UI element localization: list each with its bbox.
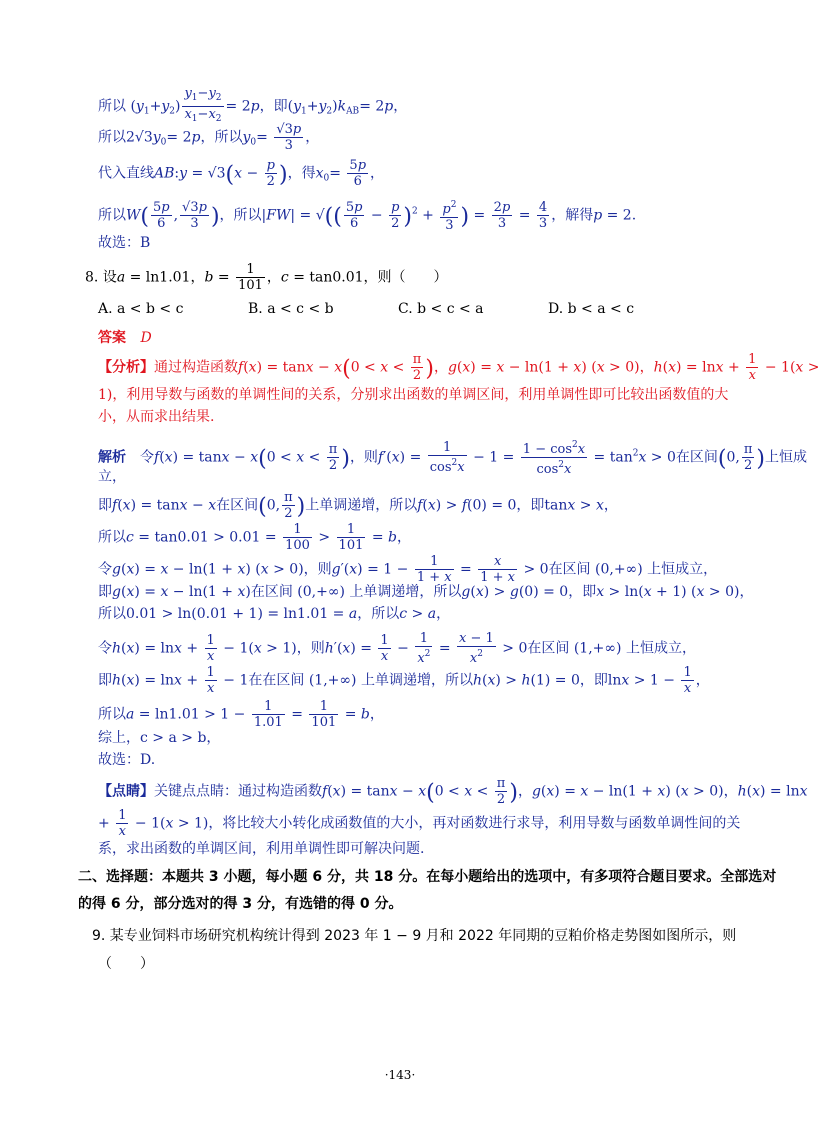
step-7: 令h(x) = lnx + $\frac{1}{x}$ − 1(x > 1)，则h′(x) = $\frac{1}{x}$ − $\frac{1}{x^2}$ = $\frac{x - 1}{x^2}$ > 0在区间 (1,+∞) 上恒成立， — [98, 631, 696, 666]
question-9-line-1: 9. 某专业饲料市场研究机构统计得到 2023 年 1 − 9 月和 2022 年同期的豆粕价格走势图如图所示，则 — [92, 928, 737, 944]
step-11: 故选：D. — [98, 752, 156, 768]
solution-line-4: 所以W( $\frac{5p}{6}$ , $\frac{√3p}{3}$ )，所以|FW| = √(( $\frac{5p}{6}$ − $\frac{p}{2}$ )$^2$ + $\frac{p^2}{3}$ ) = $\frac{2p}{3}$ = $\frac{4}{3}$ ，解得p = 2. — [98, 200, 637, 233]
step-4: 令g(x) = x − ln(1 + x) (x > 0)，则g′(x) = 1 − $\frac{1}{1 + x}$ = $\frac{x}{1 + x}$ > 0在区间 (0,+∞) 上恒成立， — [98, 554, 718, 585]
answer-label: 答案 — [98, 330, 126, 346]
option-b[interactable]: B. a < c < b — [248, 301, 334, 317]
option-a[interactable]: A. a < b < c — [98, 301, 184, 317]
step-5: 即g(x) = x − ln(1 + x)在区间 (0,+∞) 上单调递增，所以g(x) > g(0) = 0，即x > ln(x + 1) (x > 0)， — [98, 584, 754, 600]
answer-value: D — [140, 330, 152, 346]
solution-line-5: 故选：B — [98, 235, 151, 251]
solution-line-3: 代入直线AB:y = √3(x − $\frac{p}{2}$ )，得$x_0=$ $\frac{5p}{6}$ ， — [98, 158, 385, 189]
key-point-line-2: + $\frac{1}{x}$ − 1(x > 1)，将比较大小转化成函数值的大小，再对函数进行求导，利用导数与函数单调性间的关 — [98, 808, 741, 839]
option-d[interactable]: D. b < a < c — [548, 301, 635, 317]
step-3: 所以c = tan0.01 > 0.01 = $\frac{1}{100}$ > $\frac{1}{101}$ = b， — [98, 522, 411, 553]
solution-line-1: 所以 $(y_1+y_2)$ $\frac{y_1-y_2}{x_1-x_2}$ = 2p，即$(y_1+y_2)k_{AB}= 2p$， — [98, 86, 408, 124]
question-8: 8. 设a = ln1.01，b = $\frac{1}{101}$ ，c = tan0.01，则（ ） — [85, 262, 448, 293]
analysis-line-2: 1)，利用导数与函数的单调性间的关系，分别求出函数的单调区间，利用单调性即可比较出函数值的大 — [98, 387, 729, 403]
step-6: 所以0.01 > ln(0.01 + 1) = ln1.01 = a，所以c > a， — [98, 606, 451, 622]
analysis-line-1: 【分析】通过构造函数f(x) = tanx − x(0 < x < $\frac{\pi}{2}$ )，g(x) = x − ln(1 + x) (x > 0)，h(x) = lnx + $\frac{1}{x}$ − 1(x > — [98, 352, 820, 383]
option-c[interactable]: C. b < c < a — [398, 301, 484, 317]
step-8: 即h(x) = lnx + $\frac{1}{x}$ − 1在在区间 (1,+∞) 上单调递增，所以h(x) > h(1) = 0，即lnx > 1 − $\frac{1}{x}$ ， — [98, 665, 710, 696]
step-10: 综上，c > a > b， — [98, 730, 221, 746]
step-1: 解析 令f(x) = tanx − x(0 < x < $\frac{\pi}{2}$ )，则f′(x) = $\frac{1}{\cos^2x}$ − 1 = $\frac{1 - \cos^2x}{\cos^2x}$ = $\tan^2x > 0$在区间(0, $\frac{\pi}{2}$ )上恒成 — [98, 440, 807, 477]
key-point-line-1: 【点睛】关键点点睛：通过构造函数f(x) = tanx − x(0 < x < $\frac{\pi}{2}$ )，g(x) = x − ln(1 + x) (x > 0)，h(x) = lnx — [98, 776, 808, 807]
step-2: 即f(x) = tanx − x在区间(0, $\frac{\pi}{2}$ )上单调递增，所以f(x) > f(0) = 0，即tanx > x， — [98, 490, 618, 521]
section-2-line-2: 的得 6 分，部分选对的得 3 分，有选错的得 0 分。 — [78, 896, 403, 912]
step-9: 所以a = ln1.01 > 1 − $\frac{1}{1.01}$ = $\frac{1}{101}$ = b， — [98, 699, 384, 730]
answer-line — [98, 327, 740, 349]
key-point-line-3: 系，求出函数的单调区间，利用单调性即可解决问题. — [98, 841, 425, 857]
page-number: ·143· — [384, 1068, 416, 1082]
question-9-line-2: （ ） — [98, 956, 154, 972]
section-2-line-1: 二、选择题：本题共 3 小题，每小题 6 分，共 18 分。在每小题给出的选项中，有多项符合题目要求。全部选对 — [78, 869, 777, 885]
step-1b: 立， — [98, 469, 126, 485]
solution-line-2: 所以$2√3y_0= 2p$，所以$y_0=$ $\frac{√3p}{3}$ ， — [98, 122, 320, 153]
analysis-line-3: 小，从而求出结果. — [98, 409, 215, 425]
